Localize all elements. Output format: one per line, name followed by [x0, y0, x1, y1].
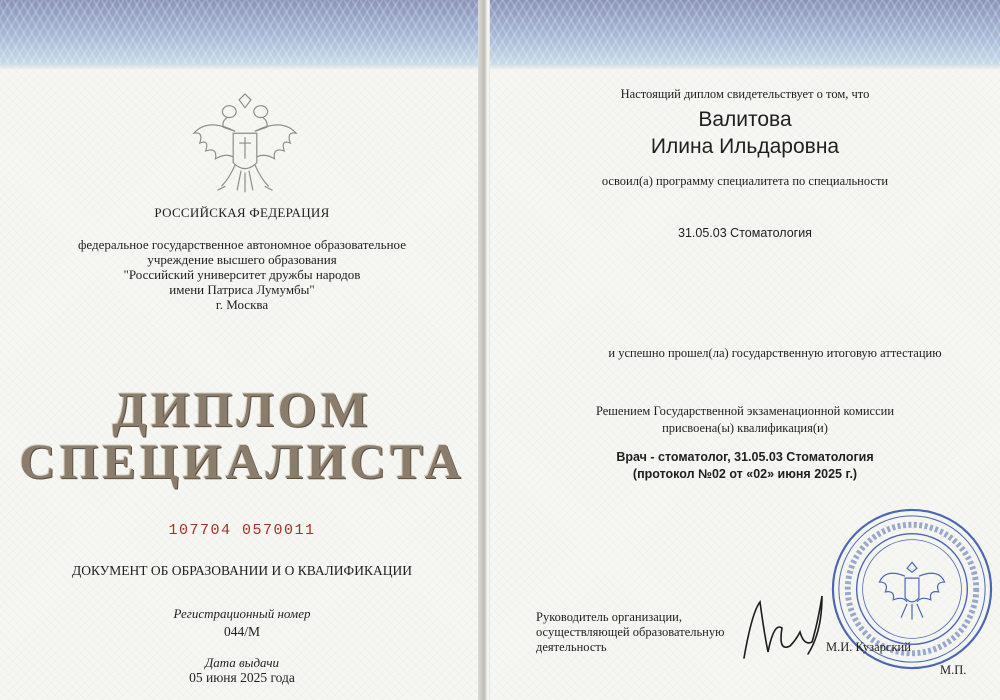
institution-line: учреждение высшего образования	[147, 252, 337, 267]
intro-text: Настоящий диплом свидетельствует о том, что	[620, 87, 870, 101]
commission-statement-line1: Решением Государственной экзаменационной комиссии	[595, 404, 895, 418]
holder-surname: Валитова	[698, 108, 792, 131]
institution-line: имени Патриса Лумумбы"	[169, 282, 315, 297]
commission-statement-line2: присвоена(ы) квалификация(и)	[662, 421, 828, 435]
program-statement: освоил(а) программу специалитета по специальности	[601, 174, 889, 188]
issue-date-label: Дата выдачи	[204, 655, 280, 670]
head-title-line: осуществляющей образовательную	[536, 625, 725, 639]
document-type: ДОКУМЕНТ ОБ ОБРАЗОВАНИИ И О КВАЛИФИКАЦИИ	[72, 563, 412, 578]
head-title-line: Руководитель организации,	[536, 610, 682, 624]
diploma-right-page	[490, 0, 1000, 700]
protocol-reference: (протокол №02 от «02» июня 2025 г.)	[632, 467, 858, 481]
specialty: 31.05.03 Стоматология	[678, 226, 812, 240]
head-title-line: деятельность	[536, 640, 607, 654]
institution-city: г. Москва	[215, 297, 269, 312]
qualification: Врач - стоматолог, 31.05.03 Стоматология	[616, 450, 874, 464]
institution-line: "Российский университет дружбы народов	[123, 267, 361, 282]
diploma-title-line2: СПЕЦИАЛИСТА	[19, 433, 465, 489]
attestation-statement: и успешно прошел(ла) государственную итоговую аттестацию	[608, 346, 942, 360]
handwritten-signature-icon	[738, 592, 828, 672]
head-of-organization-title	[536, 610, 724, 655]
country-name: РОССИЙСКАЯ ФЕДЕРАЦИЯ	[154, 205, 330, 220]
double-headed-eagle-icon	[186, 88, 304, 206]
holder-given-names: Илина Ильдаровна	[650, 135, 840, 158]
diploma-left-page	[0, 0, 484, 700]
decorative-top-band	[490, 0, 1000, 64]
diploma-title-line1: ДИПЛОМ	[112, 381, 372, 437]
registration-label: Регистрационный номер	[173, 606, 311, 621]
issue-date: 05 июня 2025 года	[189, 670, 295, 685]
institution-name	[0, 237, 484, 312]
decorative-top-band	[0, 0, 484, 64]
seal-place-label: М.П.	[940, 663, 967, 677]
serial-number: 107704 0570011	[168, 522, 316, 539]
registration-number: 044/М	[223, 624, 260, 639]
signer-name: М.И. Кузарский	[826, 640, 911, 654]
institution-line: федеральное государственное автономное образовательное	[78, 237, 406, 252]
